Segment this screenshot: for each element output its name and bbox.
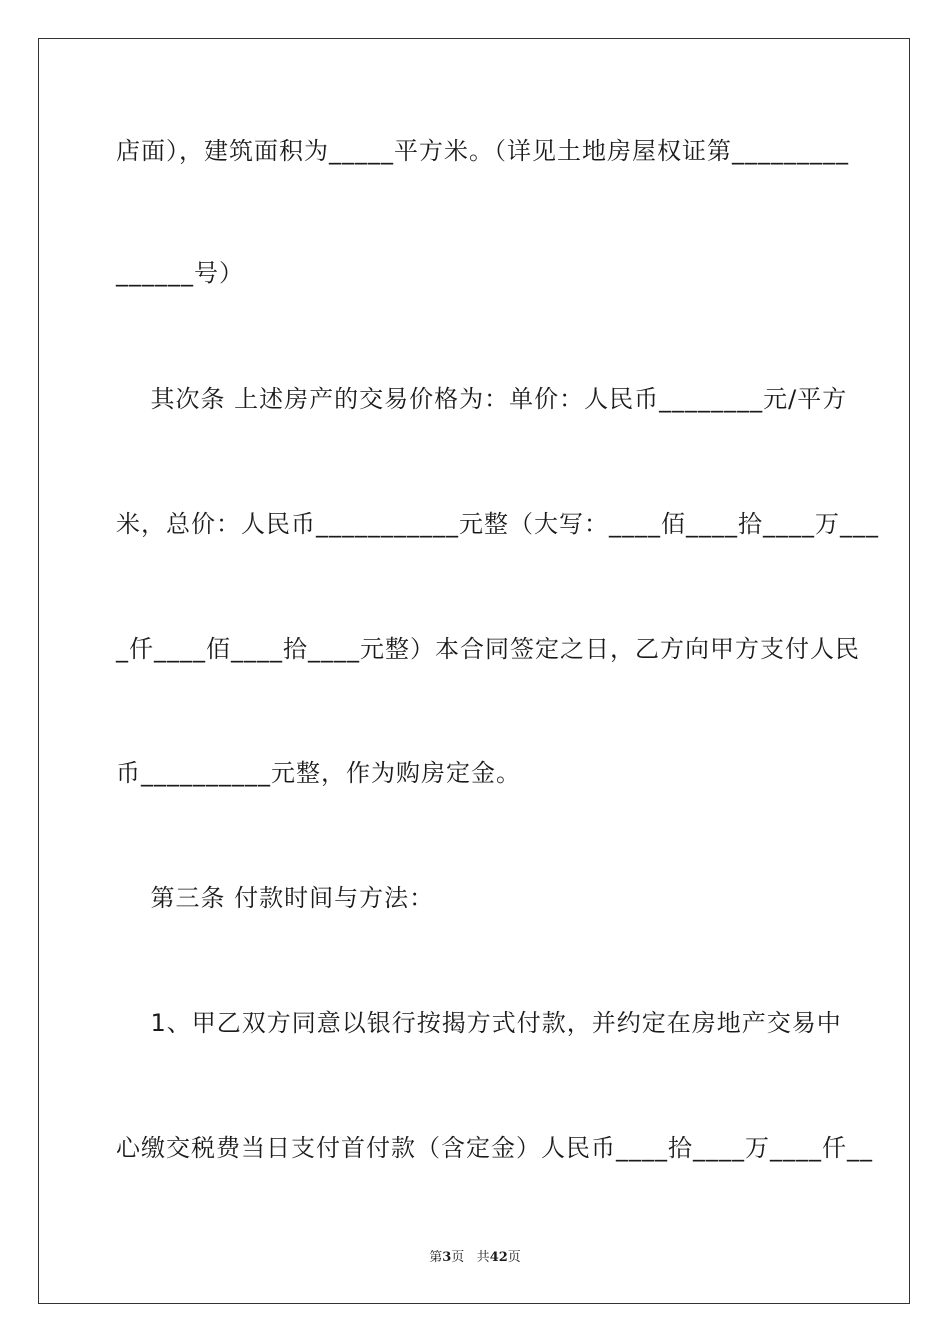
footer-page-prefix: 第: [429, 1250, 443, 1265]
text-line: ______号）: [116, 259, 244, 287]
page-border: [38, 38, 910, 1304]
text-line: 1、甲乙双方同意以银行按揭方式付款，并约定在房地产交易中: [116, 1009, 842, 1037]
text-line: 心缴交税费当日支付首付款（含定金）人民币____拾____万____仟__: [116, 1134, 873, 1162]
text-line: 第三条 付款时间与方法：: [116, 884, 435, 912]
text-line: 米，总价：人民币___________元整（大写：____佰____拾____万___: [116, 510, 879, 538]
footer-page-suffix: 页: [451, 1250, 465, 1265]
footer-total-prefix: 共: [476, 1250, 490, 1265]
text-line: _仟____佰____拾____元整）本合同签定之日，乙方向甲方支付人民: [116, 635, 860, 663]
text-line: 币__________元整，作为购房定金。: [116, 759, 521, 787]
footer-total-pages: 42: [489, 1250, 508, 1265]
footer-page-number: 3: [442, 1250, 452, 1265]
text-line: 店面），建筑面积为_____平方米。（详见土地房屋权证第_________: [116, 137, 849, 165]
text-line: 其次条 上述房产的交易价格为：单价：人民币________元/平方: [116, 385, 848, 413]
page-footer: [0, 1246, 950, 1265]
footer-total-suffix: 页: [507, 1250, 521, 1265]
